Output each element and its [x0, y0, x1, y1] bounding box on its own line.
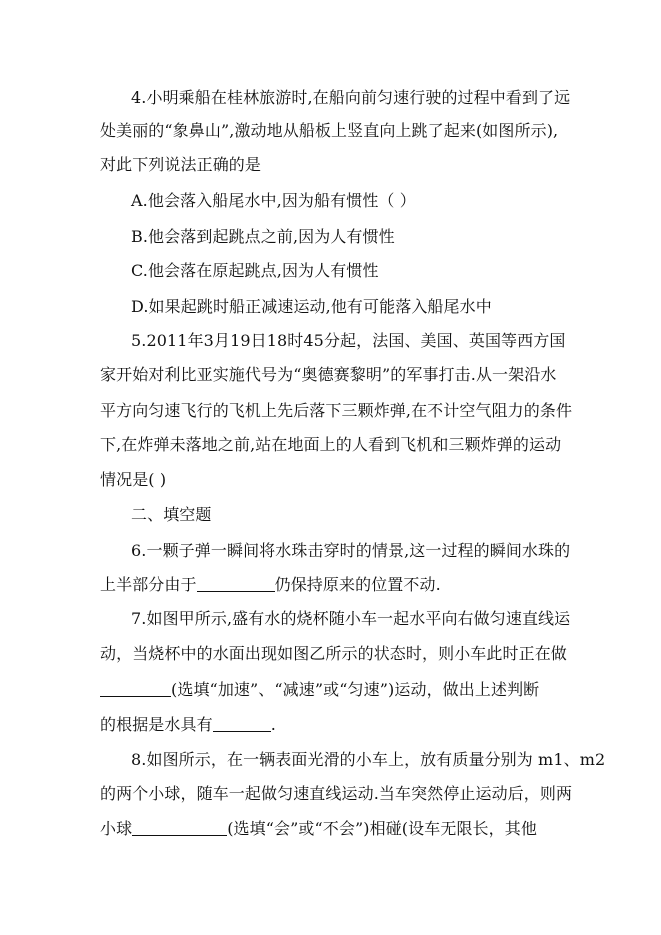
question-4-option-c: C.他会落在原起跳点,因为人有惯性 [131, 261, 379, 280]
question-5-line-5: 情况是( ) [100, 470, 167, 489]
question-4-option-a: A.他会落入船尾水中,因为船有惯性（ ） [131, 191, 416, 210]
question-6-text-after-blank: 仍保持原来的位置不动. [274, 575, 441, 594]
question-8-line-1: 8.如图所示，在一辆表面光滑的小车上，放有质量分别为 m1、m2 [131, 750, 606, 769]
question-7-line-1: 7.如图甲所示,盛有水的烧杯随小车一起水平向右做匀速直线运 [131, 609, 571, 628]
question-8-line-2: 的两个小球，随车一起做匀速直线运动.当车突然停止运动后，则两 [100, 784, 573, 803]
question-6-line-1: 6.一颗子弹一瞬间将水珠击穿时的情景,这一过程的瞬间水珠的 [131, 541, 571, 560]
question-7-text-after-blank: (选填“加速”、“减速”或“匀速”)运动，做出上述判断 [171, 680, 540, 699]
answer-blank [197, 575, 275, 592]
question-4-option-b: B.他会落到起跳点之前,因为人有惯性 [131, 227, 395, 246]
question-8-text-before-blank: 小球 [100, 819, 133, 838]
question-7-text-after-blank-end: . [270, 715, 276, 734]
answer-blank [213, 715, 271, 732]
answer-blank [100, 680, 171, 697]
question-5-line-4: 下,在炸弹未落地之前,站在地面上的人看到飞机和三颗炸弹的运动 [100, 435, 562, 454]
question-6-text-before-blank: 上半部分由于 [100, 575, 197, 594]
question-5-line-3: 平方向匀速飞行的飞机上先后落下三颗炸弹,在不计空气阻力的条件 [100, 401, 573, 420]
question-5-line-1: 5.2011年3月19日18时45分起，法国、美国、英国等西方国 [131, 331, 566, 350]
question-6-line-2 [100, 568, 441, 601]
question-7-text-before-blank: 的根据是水具有 [100, 715, 213, 734]
answer-blank [132, 819, 227, 836]
question-8-line-3 [100, 812, 537, 845]
question-5-line-2: 家开始对利比亚实施代号为“奥德赛黎明”的军事打击.从一架沿水 [100, 365, 557, 384]
question-8-text-after-blank: (选填“会”或“不会”)相碰(设车无限长，其他 [227, 819, 537, 838]
question-4-line-2: 处美丽的“象鼻山”,激动地从船板上竖直向上跳了起来(如图所示), [100, 121, 559, 140]
question-7-line-2: 动，当烧杯中的水面出现如图乙所示的状态时，则小车此时正在做 [100, 644, 567, 663]
question-4-option-d: D.如果起跳时船正减速运动,他有可能落入船尾水中 [131, 297, 492, 316]
question-4-line-3: 对此下列说法正确的是 [100, 155, 262, 174]
section-heading: 二、填空题 [131, 505, 212, 524]
question-4-line-1: 4.小明乘船在桂林旅游时,在船向前匀速行驶的过程中看到了远 [131, 88, 571, 107]
question-7-line-3 [100, 673, 539, 706]
question-7-line-4 [100, 708, 276, 741]
